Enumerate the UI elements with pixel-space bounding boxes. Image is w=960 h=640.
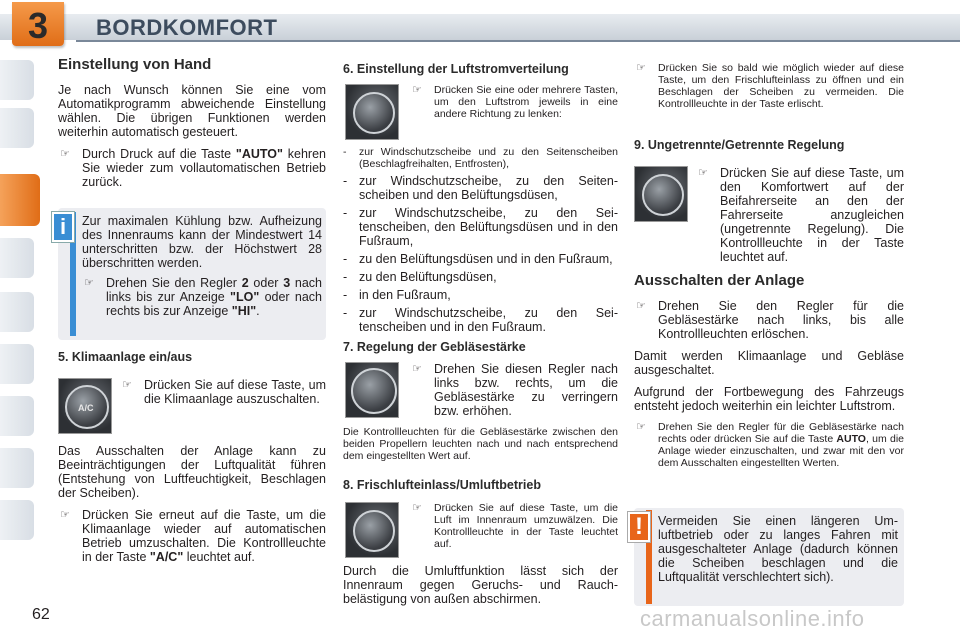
chapter-title: BORDKOMFORT xyxy=(96,15,278,40)
bullet-dual-zone: ☞ Drücken Sie auf diese Taste, um den Komfortwert auf der Beifahrerseite an den der Fahrerseite anzugleichen (ungetrennte Regelung). Die Kontrollleuchte in der Taste leuchtet auf. xyxy=(698,166,904,264)
off-text-2: Aufgrund der Fortbewegung des Fahrzeugs entsteht jedoch weiterhin ein leichter Luftstrom. xyxy=(634,385,904,413)
section-title-manual: Einstellung von Hand xyxy=(58,56,212,73)
list-item: - zu den Belüftungsdüsen und in den Fußraum, xyxy=(343,252,613,266)
section-9 xyxy=(634,138,904,160)
fan-speed-image xyxy=(345,362,399,418)
off-text-1: Damit werden Klimaanlage und Gebläse ausgeschaltet. xyxy=(634,349,904,377)
chapter-side-tabs xyxy=(0,52,34,592)
ac-off-text: Das Ausschalten der Anlage kann zu Beeinträchtigungen der Luftqualität führen (Entstehung von Luftfeuchtigkeit, Beschlagen der Scheiben). xyxy=(58,444,326,500)
pointing-hand-icon: ☞ xyxy=(60,148,70,160)
distribution-knob xyxy=(353,92,395,134)
bullet-ac-off: ☞ Drücken Sie auf diese Taste, um die Klimaanlage auszuschalten. xyxy=(122,378,326,406)
list-item: - in den Fußraum, xyxy=(343,288,451,302)
bullet-fresh-air: ☞ Drücken Sie so bald wie möglich wieder auf diese Taste, um den Frischlufteinlass zu öffnen und ein Beschlagen der Scheiben zu vermeiden. Die Kontrollleuchte in der Taste erlischt. xyxy=(636,62,904,110)
distribution-list xyxy=(343,146,618,338)
side-tab[interactable] xyxy=(0,396,34,436)
section-9-bullet xyxy=(696,166,904,272)
bullet-ac-on: ☞ Drücken Sie erneut auf die Taste, um die Klimaanlage wieder auf automatischen Betrieb umzuschalten. Die Kontrollleuchte in der Taste "A/C" leuchtet auf. xyxy=(60,508,326,564)
section-5-title: 5. Klimaanlage ein/aus xyxy=(58,350,193,364)
list-item: - zur Windschutzscheibe, zu den Seitenscheiben, den Belüftungsdüsen und in den Fußraum, xyxy=(343,206,618,248)
fan-knob xyxy=(351,368,397,414)
section-8-title: 8. Frischlufteinlass/Umluftbetrieb xyxy=(343,478,541,492)
list-item: - zur Windschutzscheibe, zu den Seitenscheiben und den Belüftungsdüsen, xyxy=(343,174,618,202)
pointing-hand-icon: ☞ xyxy=(636,300,646,312)
warning-text: Vermeiden Sie einen längeren Umluftbetrieb oder zu langes Fahren mit ausgeschalteter Anlage (dadurch können die Scheiben beschlagen und die Luftqualität verschlechtert sich). xyxy=(658,514,898,584)
chapter-number: 3 xyxy=(27,5,49,46)
column-left xyxy=(58,56,326,197)
ac-label: A/C xyxy=(78,403,94,413)
side-tab[interactable] xyxy=(0,60,34,100)
pointing-hand-icon: ☞ xyxy=(60,509,70,521)
dual-zone-image xyxy=(634,166,688,222)
section-6-title: 6. Einstellung der Luftstromverteilung xyxy=(343,62,569,76)
info-text: Zur maximalen Kühlung bzw. Aufheizung des Innenraums kann der Mindestwert 14 unterschritten bzw. der Höchstwert 28 überschritten werden. xyxy=(82,214,322,270)
info-icon: i xyxy=(52,212,74,242)
bullet-on-again: ☞ Drehen Sie den Regler für die Gebläsestärke nach rechts oder drücken Sie auf die Taste AUTO, um die Anlage wieder einzuschalten, und zwar mit den vor dem Ausschalten eingestellten Werten. xyxy=(636,421,905,469)
section-5-bullet xyxy=(120,378,326,414)
side-tab[interactable] xyxy=(0,344,34,384)
section-6-bullet xyxy=(410,84,618,128)
pointing-hand-icon: ☞ xyxy=(698,167,708,179)
side-tab[interactable] xyxy=(0,108,34,148)
bullet-fan: ☞ Drehen Sie diesen Regler nach links bzw. rechts, um die Gebläsestärke zu verringern bzw. erhöhen. xyxy=(412,362,618,418)
section-9-title: 9. Ungetrennte/Getrennte Regelung xyxy=(634,138,845,152)
exclamation-icon: ! xyxy=(628,512,650,542)
page-number: 62 xyxy=(32,606,50,623)
list-item: - zur Windschutzscheibe, zu den Seitenscheiben und in den Fußraum. xyxy=(343,306,618,334)
list-item: - zu den Belüftungsdüsen, xyxy=(343,270,497,284)
section-off xyxy=(634,272,904,477)
section-off-title: Ausschalten der Anlage xyxy=(634,272,805,289)
warning-content xyxy=(658,514,898,592)
section-5-text xyxy=(58,444,326,572)
side-tab[interactable] xyxy=(0,448,34,488)
pointing-hand-icon: ☞ xyxy=(636,62,646,74)
section-7-note xyxy=(343,426,618,470)
section-5 xyxy=(58,350,326,372)
section-7 xyxy=(343,340,618,362)
side-tab[interactable] xyxy=(0,238,34,278)
section-8-text xyxy=(343,564,618,614)
intro-text: Je nach Wunsch können Sie eine vom Automatikprogramm abweichende Einstellung wählen. Die übrigen Funktionen werden weiterhin automatisch gesteuert. xyxy=(58,83,326,139)
pointing-hand-icon: ☞ xyxy=(412,363,422,375)
info-content xyxy=(82,214,322,326)
ac-button-image xyxy=(58,378,112,434)
recirculation-image xyxy=(345,502,399,558)
column-right xyxy=(634,62,904,118)
side-tab[interactable] xyxy=(0,500,34,540)
bullet-recirculation: ☞ Drücken Sie auf diese Taste, um die Luft im Innenraum umzuwälzen. Die Kontrollleuchte in der Taste leuchtet auf. xyxy=(412,502,618,550)
page-header xyxy=(0,0,960,50)
section-7-title: 7. Regelung der Gebläsestärke xyxy=(343,340,526,354)
section-8-bullet xyxy=(410,502,618,558)
watermark: carmanualsonline.info xyxy=(640,606,865,631)
dual-knob xyxy=(642,174,684,216)
list-item: - zur Windschutzscheibe und zu den Seitenscheiben (Beschlagfreihalten, Entfrosten), xyxy=(343,146,618,170)
pointing-hand-icon: ☞ xyxy=(84,277,94,289)
chapter-tab xyxy=(12,2,64,46)
pointing-hand-icon: ☞ xyxy=(122,379,132,391)
pointing-hand-icon: ☞ xyxy=(412,502,422,514)
column-middle xyxy=(343,62,618,84)
recirculation-text: Durch die Umluftfunktion lässt sich der Innenraum gegen Geruchs- und Rauchbelästigung von außen abschirmen. xyxy=(343,564,618,606)
bullet-off: ☞ Drehen Sie den Regler für die Gebläsestärke nach links, bis alle Kontrollleuchten erlöschen. xyxy=(636,299,904,341)
fan-note: Die Kontrollleuchten für die Gebläsestärke zwischen den beiden Propellern leuchten nach und nach entsprechend dem eingestellten Wert auf. xyxy=(343,426,618,462)
bullet-auto: ☞ Durch Druck auf die Taste "AUTO" kehren Sie wieder zum vollautomatischen Betrieb zurück. xyxy=(60,147,326,189)
side-tab[interactable] xyxy=(0,292,34,332)
pointing-hand-icon: ☞ xyxy=(412,84,422,96)
air-distribution-image xyxy=(345,84,399,140)
bullet-distribution: ☞ Drücken Sie eine oder mehrere Tasten, um den Luftstrom jeweils in eine andere Richtung zu lenken: xyxy=(412,84,618,120)
recirculation-knob xyxy=(353,510,395,552)
info-bullet: ☞ Drehen Sie den Regler 2 oder 3 nach links bis zur Anzeige "LO" oder nach rechts bis zur Anzeige "HI". xyxy=(84,276,322,318)
section-8 xyxy=(343,478,618,500)
side-tab-active[interactable] xyxy=(0,174,40,226)
pointing-hand-icon: ☞ xyxy=(636,421,646,433)
section-7-bullet xyxy=(410,362,618,426)
